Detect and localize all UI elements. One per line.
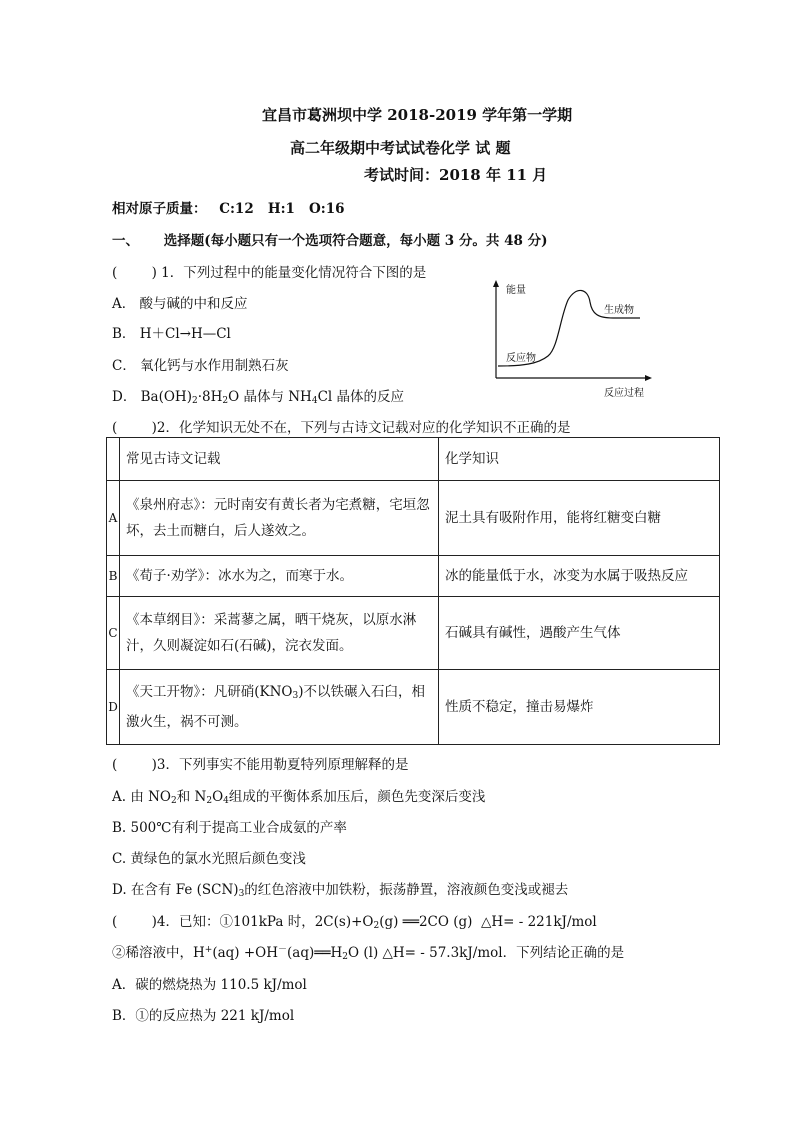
table-row [107,670,720,745]
row-knowledge: 冰的能量低于水，冰变为水属于吸热反应 [439,556,720,597]
row-option: C [107,597,120,670]
q4-option-a: A．碳的燃烧热为 110.5 kJ/mol [112,977,307,993]
energy-diagram [488,278,658,402]
atomic-mass-line [112,197,345,217]
table-cell [107,438,120,481]
q4-line2: ②稀溶液中，$H^+(aq) +OH^-(aq)══H_2O$ (l) △H= - 57.3kJ/mol．下列结论正确的是 [112,945,625,962]
q4-option-b: B．①的反应热为 221 kJ/mol [112,1008,295,1024]
y-axis-arrow-icon [493,280,499,287]
row-text: 《天工开物》：凡研硝$(KNO_3)$不以铁碾入石臼，相激火生，祸不可测。 [120,670,439,745]
table-row [107,481,720,556]
row-knowledge: 石碱具有碱性，遇酸产生气体 [439,597,720,670]
table-row [107,556,720,597]
exam-time: 考试时间：2018 年 11 月 [364,166,548,184]
section-number: 一、 [112,233,139,249]
q3-stem: ( )3．下列事实不能用勒夏特列原理解释的是 [112,757,409,773]
product-label: 生成物 [604,305,634,316]
row-knowledge: 性质不稳定，撞击易爆炸 [439,670,720,745]
q3-option-a: A. 由 $NO_2$和 $N_2O_4$组成的平衡体系加压后，颜色先变深后变浅 [112,789,486,806]
q1-option-a: A． 酸与碱的中和反应 [112,296,248,312]
row-knowledge: 泥土具有吸附作用，能将红糖变白糖 [439,481,720,556]
q1-option-d: D． $Ba(OH)_2\cdot 8H_2O$ 晶体与 $NH_4Cl$ 晶体的反应 [112,389,405,406]
q2-table [106,437,720,745]
section-heading [112,229,547,249]
q2-stem: ( )2．化学知识无处不在，下列与古诗文记载对应的化学知识不正确的是 [112,420,571,436]
table-row [107,597,720,670]
row-text: 《泉州府志》：元时南安有黄长者为宅煮糖，宅垣忽坏，去土而糖白，后人遂效之。 [120,481,439,556]
table-header-row [107,438,720,481]
q1-option-b: B． H＋Cl→H—Cl [112,326,231,342]
q1-option-c: C． 氧化钙与水作用制熟石灰 [112,358,289,374]
row-option: B [107,556,120,597]
table-header-cell: 常见古诗文记载 [120,438,439,481]
row-text: 《荀子·劝学》：冰水为之，而寒于水。 [120,556,439,597]
x-axis-label: 反应过程 [604,388,644,399]
atomic-mass-label: 相对原子质量： [112,201,207,217]
reactant-label: 反应物 [506,353,536,364]
row-option: D [107,670,120,745]
atomic-mass-values: C:12 H:1 O:16 [219,201,345,217]
school-title: 宜昌市葛洲坝中学 2018-2019 学年第一学期 [262,106,573,124]
row-option: A [107,481,120,556]
q3-option-b: B. 500℃有利于提高工业合成氨的产率 [112,820,347,836]
table-header-cell: 化学知识 [439,438,720,481]
x-axis-arrow-icon [645,375,652,381]
y-axis-label: 能量 [506,285,526,296]
q1-stem: ( ) 1．下列过程中的能量变化情况符合下图的是 [112,265,427,281]
q3-option-c: C. 黄绿色的氯水光照后颜色变浅 [112,851,306,867]
exam-title: 高二年级期中考试试卷化学 试 题 [290,139,511,157]
q4-stem: ( )4．已知：①101kPa 时，$2C(s)+O_2(g)$ ══2CO (g) △H= - 221kJ/mol [112,914,597,931]
section-title: 选择题(每小题只有一个选项符合题意，每小题 3 分。共 48 分) [163,233,548,249]
row-text: 《本草纲目》：采蒿蓼之属，晒干烧灰，以原水淋汁，久则凝淀如石(石碱)，浣衣发面。 [120,597,439,670]
q3-option-d: D. 在含有 Fe $(SCN)_3$的红色溶液中加铁粉，振荡静置，溶液颜色变浅或褪去 [112,882,569,899]
